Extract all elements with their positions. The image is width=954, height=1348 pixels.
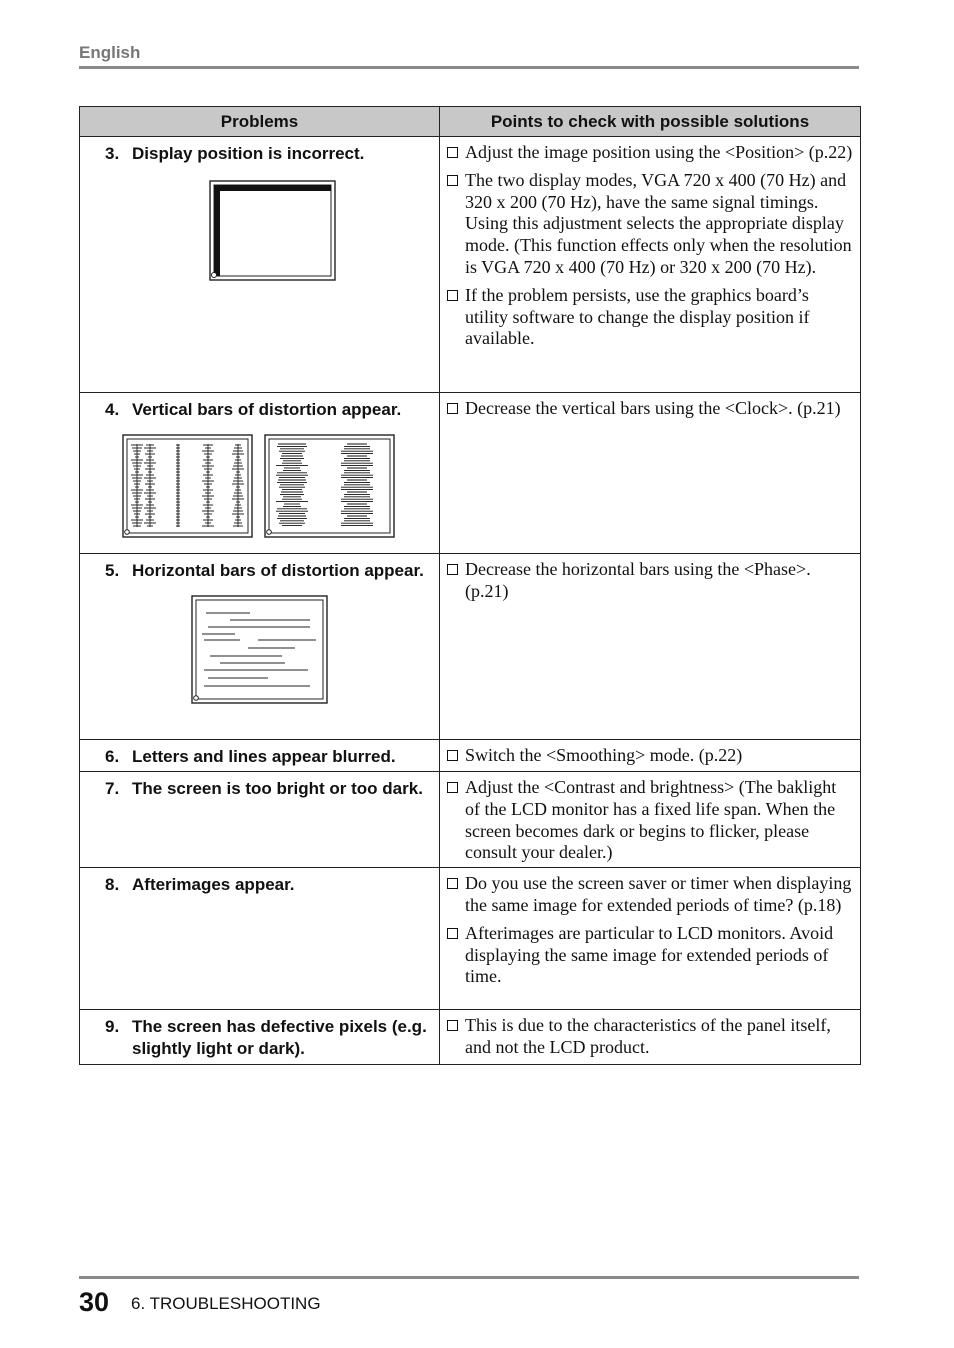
- solution-text: Switch the <Smoothing> mode. (p.22): [465, 745, 743, 765]
- problem-text: The screen has defective pixels (e.g. slightly light or dark).: [132, 1017, 427, 1059]
- problem-cell: [80, 393, 440, 554]
- problem-text: Display position is incorrect.: [132, 144, 365, 163]
- solution-item: [447, 559, 854, 603]
- footer-rule: [79, 1276, 859, 1279]
- solution-cell: [440, 772, 861, 868]
- column-header-problems: Problems: [80, 107, 440, 137]
- solution-cell: [440, 137, 861, 393]
- table-row: [80, 772, 861, 868]
- problem-cell: [80, 1010, 440, 1065]
- solution-cell: [440, 868, 861, 1010]
- solution-cell: [440, 554, 861, 740]
- problem-item: [80, 740, 439, 768]
- table-header-row: [80, 107, 861, 137]
- horizontal-bars-monitor-illustration: [80, 594, 438, 706]
- problem-item: [80, 393, 439, 421]
- solution-text: If the problem persists, use the graphics board’s utility software to change the display position if available.: [465, 284, 810, 349]
- solution-text: Do you use the screen saver or timer when displaying the same image for extended periods of time? (p.18): [465, 873, 852, 915]
- solution-text: Afterimages are particular to LCD monitors. Avoid displaying the same image for extended periods of time.: [465, 922, 834, 987]
- table-row: [80, 868, 861, 1010]
- table-row: [80, 554, 861, 740]
- problem-cell: [80, 868, 440, 1010]
- problem-cell: [80, 554, 440, 740]
- checkbox-icon: [447, 1020, 458, 1031]
- solution-text: Adjust the <Contrast and brightness> (The baklight of the LCD monitor has a fixed life span. When the screen becomes dark or begins to flicker, please consult your dealer.): [465, 777, 837, 863]
- solution-item: [447, 923, 854, 988]
- header-rule: [79, 66, 859, 69]
- problem-number: 9.: [105, 1017, 120, 1037]
- problem-cell: [80, 740, 440, 772]
- table-row: [80, 393, 861, 554]
- vertical-bars-monitor-illustrations: [80, 432, 438, 542]
- display-position-monitor-illustration: [80, 180, 438, 298]
- problem-number: 7.: [105, 779, 120, 798]
- problem-number: 6.: [105, 747, 120, 766]
- problem-number: 8.: [105, 875, 120, 895]
- solution-text: The two display modes, VGA 720 x 400 (70 Hz) and 320 x 200 (70 Hz), have the same signal timings. Using this adjustment selects the appropriate display mode. (This function effects only when the resolution is VGA 720 x 400 (70 Hz) or 320 x 200 (70 Hz).: [465, 169, 852, 277]
- problem-number: 3.: [105, 144, 120, 163]
- solution-item: [447, 170, 854, 279]
- problem-number: 5.: [105, 561, 120, 580]
- solution-item: [447, 777, 854, 864]
- checkbox-icon: [447, 290, 458, 301]
- page-number: 30: [79, 1287, 110, 1317]
- problem-text: Vertical bars of distortion appear.: [132, 400, 402, 419]
- problem-item: [80, 554, 439, 582]
- section-label: 6. TROUBLESHOOTING: [131, 1294, 321, 1313]
- problem-item: [80, 772, 439, 800]
- solution-item: [447, 142, 854, 164]
- checkbox-icon: [447, 147, 458, 158]
- solution-text: Decrease the vertical bars using the <Clock>. (p.21): [465, 398, 841, 418]
- checkbox-icon: [447, 782, 458, 793]
- solution-text: This is due to the characteristics of the panel itself, and not the LCD product.: [465, 1015, 831, 1057]
- solution-item: [447, 745, 854, 767]
- table-row: [80, 137, 861, 393]
- checkbox-icon: [447, 928, 458, 939]
- problem-text: Afterimages appear.: [132, 875, 295, 895]
- problem-text: The screen is too bright or too dark.: [132, 779, 423, 798]
- checkbox-icon: [447, 750, 458, 761]
- troubleshooting-table: [79, 106, 861, 1065]
- checkbox-icon: [447, 564, 458, 575]
- problem-item: [80, 868, 439, 896]
- solution-cell: [440, 740, 861, 772]
- table-row: [80, 1010, 861, 1065]
- checkbox-icon: [447, 175, 458, 186]
- problem-item: [80, 137, 439, 165]
- solution-item: [447, 285, 854, 350]
- solution-text: Adjust the image position using the <Position> (p.22): [465, 142, 853, 162]
- solution-item: [447, 873, 854, 917]
- problem-text: Horizontal bars of distortion appear.: [132, 561, 424, 580]
- solution-cell: [440, 393, 861, 554]
- problem-item: [80, 1010, 439, 1060]
- problem-text: Letters and lines appear blurred.: [132, 747, 396, 766]
- column-header-solutions: Points to check with possible solutions: [440, 107, 861, 137]
- checkbox-icon: [447, 403, 458, 414]
- checkbox-icon: [447, 878, 458, 889]
- problem-cell: [80, 137, 440, 393]
- problem-number: 4.: [105, 400, 120, 419]
- solution-item: [447, 398, 854, 420]
- language-label: English: [79, 43, 141, 62]
- problem-cell: [80, 772, 440, 868]
- solution-cell: [440, 1010, 861, 1065]
- table-row: [80, 740, 861, 772]
- solution-item: [447, 1015, 854, 1059]
- solution-text: Decrease the horizontal bars using the <Phase>. (p.21): [465, 559, 811, 601]
